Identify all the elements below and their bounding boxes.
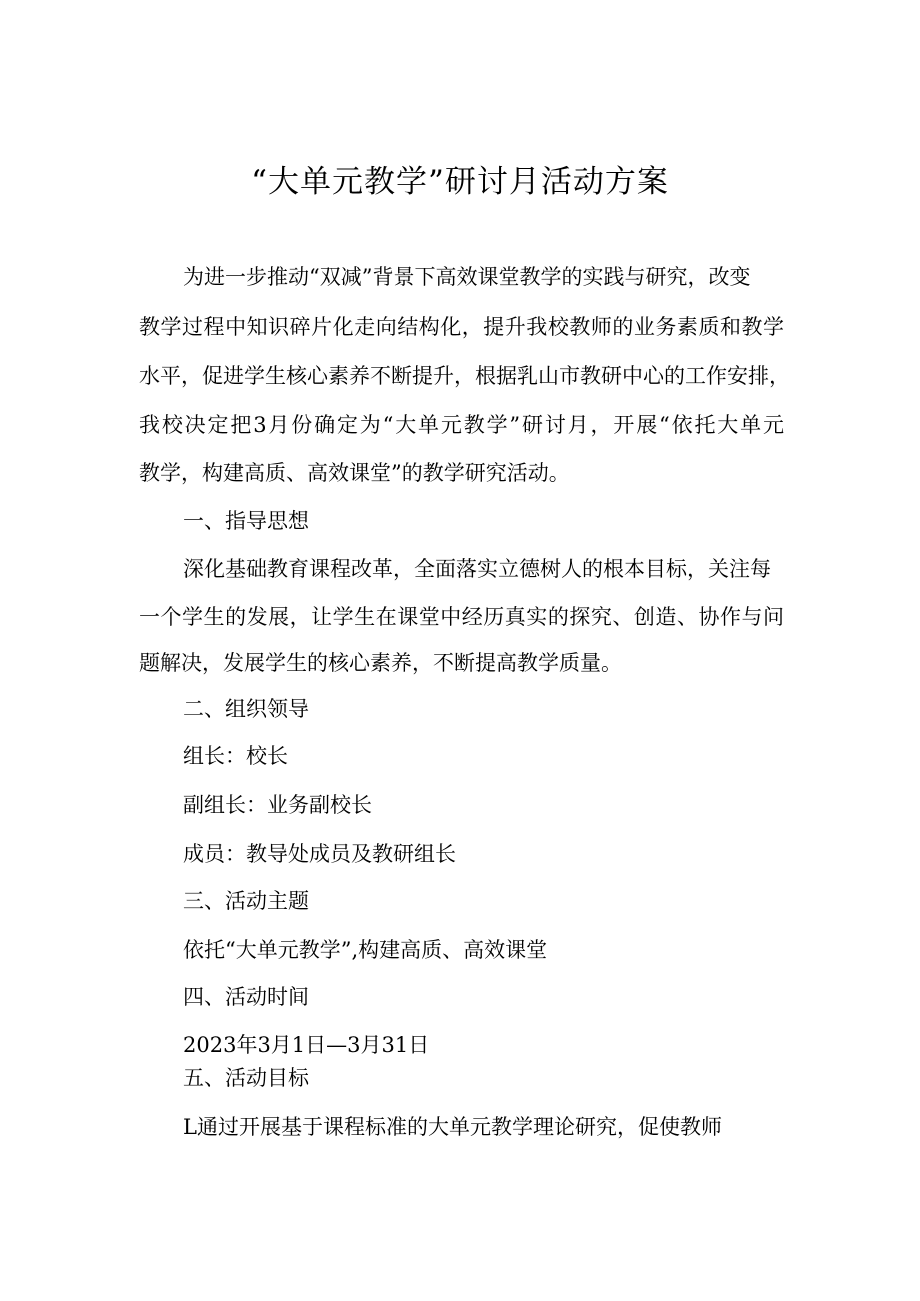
intro-line-5: 教学，构建高质、高效课堂”的教学研究活动。 — [139, 461, 570, 485]
guiding-thought-line-2: 一个学生的发展，让学生在课堂中经历真实的探究、创造、协作与问 — [139, 605, 784, 629]
intro-line-3: 水平，促进学生核心素养不断提升，根据乳山市教研中心的工作安排， — [139, 364, 790, 388]
section-heading-time: 四、活动时间 — [183, 985, 309, 1009]
section-heading-guiding-thought: 一、指导思想 — [183, 509, 309, 533]
organization-leader: 组长：校长 — [183, 744, 288, 768]
section-heading-goals: 五、活动目标 — [183, 1066, 309, 1090]
section-heading-organization: 二、组织领导 — [183, 697, 309, 721]
organization-deputy: 副组长：业务副校长 — [183, 793, 372, 817]
intro-line-2: 教学过程中知识碎片化走向结构化，提升我校教师的业务素质和教学 — [139, 315, 784, 339]
goals-line-1: L通过开展基于课程标准的大单元教学理论研究，促使教师 — [183, 1115, 722, 1139]
theme-text: 依托“大单元教学”,构建高质、高效课堂 — [183, 938, 548, 962]
guiding-thought-line-3: 题解决，发展学生的核心素养，不断提高教学质量。 — [139, 651, 622, 675]
section-heading-theme: 三、活动主题 — [183, 889, 309, 913]
guiding-thought-line-1: 深化基础教育课程改革，全面落实立德树人的根本目标，关注每 — [183, 557, 771, 581]
intro-line-1: 为进一步推动“双减”背景下高效课堂教学的实践与研究，改变 — [183, 265, 751, 289]
document-title: “大单元教学”研讨月活动方案 — [251, 164, 669, 200]
intro-line-4: 我校决定把3月份确定为“大单元教学”研讨月，开展“依托大单元 — [139, 413, 784, 437]
time-text: 2023年3月1日—3月31日 — [183, 1033, 430, 1057]
organization-members: 成员：教导处成员及教研组长 — [183, 842, 456, 866]
